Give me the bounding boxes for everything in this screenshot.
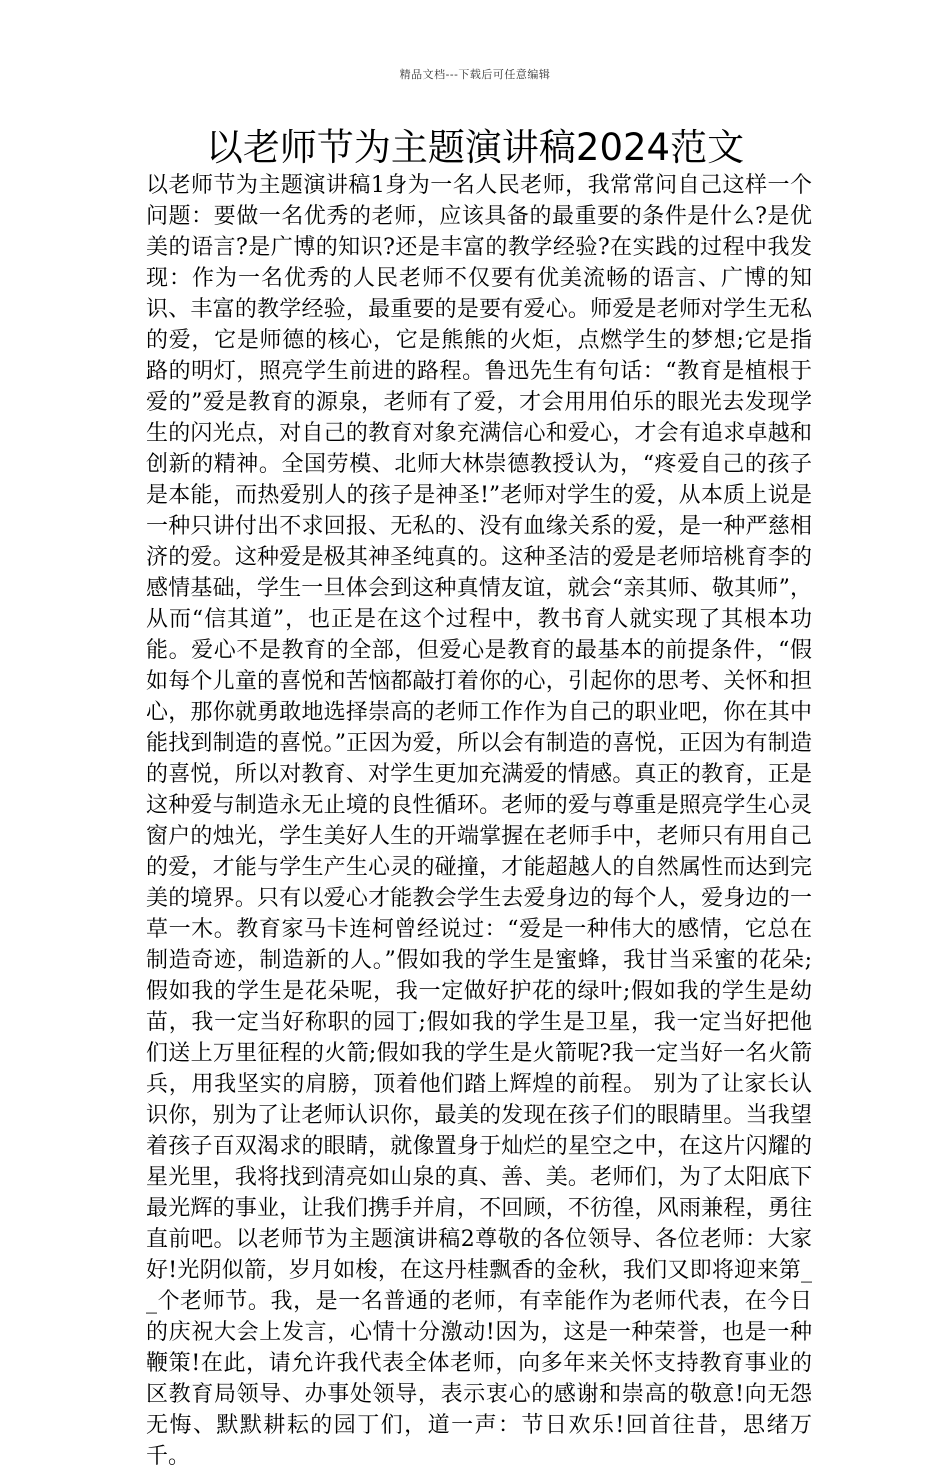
header-note: 精品文档---下载后可任意编辑 <box>399 68 551 81</box>
document-title: 以老师节为主题演讲稿2024范文 <box>205 126 745 169</box>
body-paragraph: 以老师节为主题演讲稿1身为一名人民老师，我常常问自己这样一个问题：要做一名优秀的老师，应该具备的最重要的条件是什么?是优美的语言?是广博的知识?还是丰富的教学经验?在实践的过程中我发现：作为一名优秀的人民老师不仅要有优美流畅的语言、广博的知识、丰富的教学经验，最重要的是要有爱心。师爱是老师对学生无私的爱，它是师德的核心，它是熊熊的火炬，点燃学生的梦想;它是指路的明灯，照亮学生前进的路程。鲁迅先生有句话：“教育是植根于爱的”爱是教育的源泉，老师有了爱，才会用用伯乐的眼光去发现学生的闪光点，对自己的教育对象充满信心和爱心，才会有追求卓越和创新的精神。全国劳模、北师大林崇德教授认为，“疼爱自己的孩子是本能，而热爱别人的孩子是神圣!”老师对学生的爱，从本质上说是一种只讲付出不求回报、无私的、没有血缘关系的爱，是一种严慈相济的爱。这种爱是极其神圣纯真的。这种圣洁的爱是老师培桃育李的感情基础，学生一旦体会到这种真情友谊，就会“亲其师、敬其师”，从而“信其道”，也正是在这个过程中，教书育人就实现了其根本功能。爱心不是教育的全部，但爱心是教育的最基本的前提条件，“假如每个儿童的喜悦和苦恼都敲打着你的心，引起你的思考、关怀和担心，那你就勇敢地选择崇高的老师工作作为自己的职业吧，你在其中能找到制造的喜悦。”正因为爱，所以会有制造的喜悦，正因为有制造的喜悦，所以对教育、对学生更加充满爱的情感。真正的教育，正是这种爱与制造永无止境的良性循环。老师的爱与尊重是照亮学生心灵窗户的烛光，学生美好人生的开端掌握在老师手中，老师只有用自己的爱，才能与学生产生心灵的碰撞，才能超越人的自然属性而达到完美的境界。只有以爱心才能教会学生去爱身边的每个人，爱身边的一草一木。教育家马卡连柯曾经说过：“爱是一种伟大的感情，它总在制造奇迹，制造新的人。”假如我的学生是蜜蜂，我甘当采蜜的花朵;假如我的学生是花朵呢，我一定做好护花的绿叶;假如我的学生是幼苗，我一定当好称职的园丁;假如我的学生是卫星，我一定当好把他们送上万里征程的火箭;假如我的学生是火箭呢?我一定当好一名火箭兵，用我坚实的肩膀，顶着他们踏上辉煌的前程。 别为了让家长认识你，别为了让老师认识你，最美的发现在孩子们的眼睛里。当我望着孩子百双渴求的眼睛，就像置身于灿烂的星空之中，在这片闪耀的星光里，我将找到清亮如山泉的真、善、美。老师们，为了太阳底下最光辉的事业，让我们携手并肩，不回顾，不彷徨，风雨兼程，勇往直前吧。以老师节为主题演讲稿2尊敬的各位领导、各位老师：大家好!光阴似箭，岁月如梭，在这丹桂飘香的金秋，我们又即将迎来第__个老师节。我，是一名普通的老师，有幸能作为老师代表，在今日的庆祝大会上发言，心情十分激动!因为，这是一种荣誉，也是一种鞭策!在此，请允许我代表全体老师，向多年来关怀支持教育事业的区教育局领导、办事处领导，表示衷心的感谢和崇高的敬意!向无怨无悔、默默耕耘的园丁们，道一声：节日欢乐!回首往昔，思绪万千。 <box>146 173 812 1469</box>
